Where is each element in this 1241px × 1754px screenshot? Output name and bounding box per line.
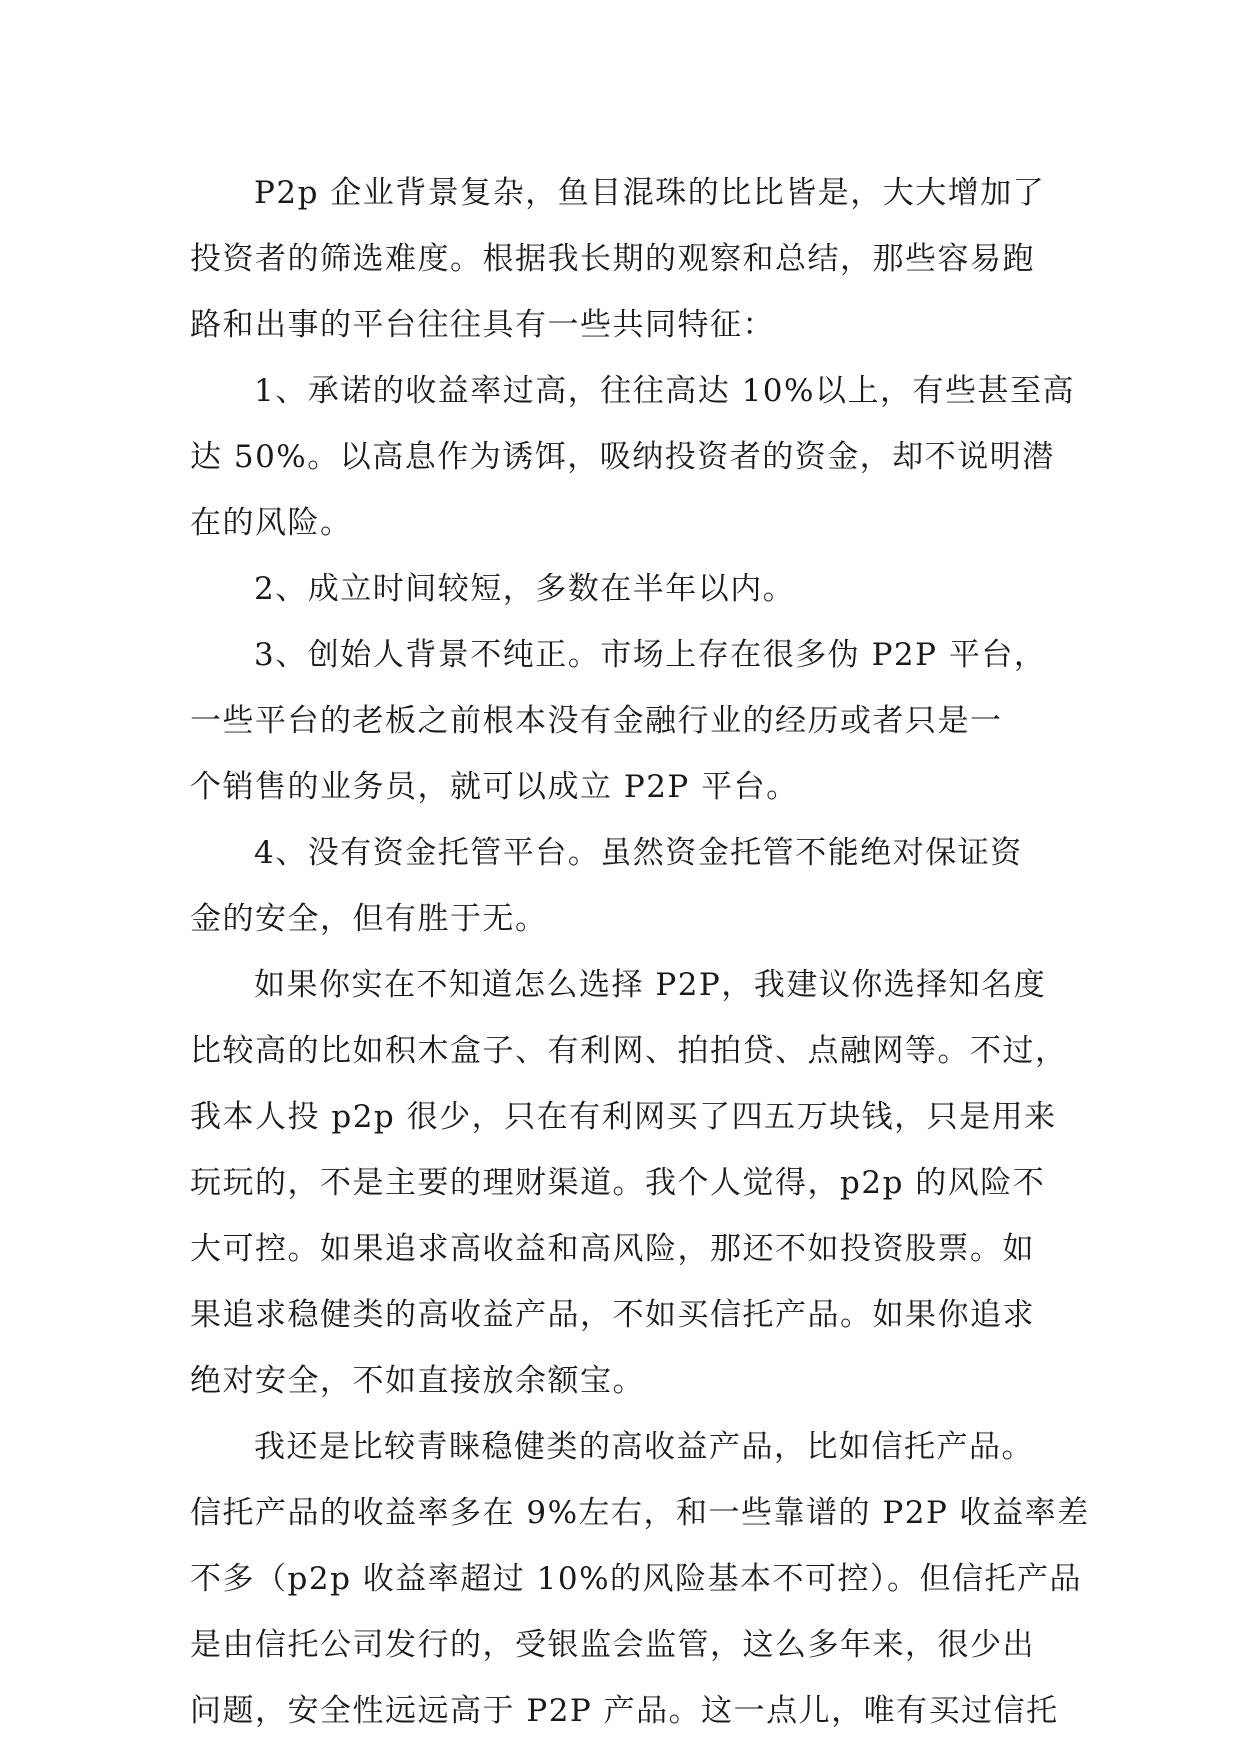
text-line: 大可控。如果追求高收益和高风险，那还不如投资股票。如 <box>190 1231 1035 1267</box>
text-line: 在的风险。 <box>190 505 353 541</box>
text-line: 玩玩的，不是主要的理财渠道。我个人觉得，p2p 的风险不 <box>190 1165 1046 1201</box>
document-body <box>190 160 1090 1744</box>
text-line: 信托产品的收益率多在 9%左右，和一些靠谱的 P2P 收益率差 <box>190 1495 1090 1531</box>
text-line: 果追求稳健类的高收益产品，不如买信托产品。如果你追求 <box>190 1297 1035 1333</box>
text-line: 不多（p2p 收益率超过 10%的风险基本不可控）。但信托产品 <box>190 1561 1083 1597</box>
text-line: 达 50%。以高息作为诱饵，吸纳投资者的资金，却不说明潜 <box>190 439 1055 475</box>
text-line: 投资者的筛选难度。根据我长期的观察和总结，那些容易跑 <box>190 241 1035 277</box>
text-line: 是由信托公司发行的，受银监会监管，这么多年来，很少出 <box>190 1627 1035 1663</box>
text-line: 如果你实在不知道怎么选择 P2P，我建议你选择知名度 <box>254 967 1047 1003</box>
text-line: 我本人投 p2p 很少，只在有利网买了四五万块钱，只是用来 <box>190 1099 1057 1135</box>
text-line: 3、创始人背景不纯正。市场上存在很多伪 P2P 平台， <box>254 637 1047 673</box>
text-line: 绝对安全，不如直接放余额宝。 <box>190 1363 645 1399</box>
text-line: 1、承诺的收益率过高，往往高达 10%以上，有些甚至高 <box>254 373 1075 409</box>
text-line: 比较高的比如积木盒子、有利网、拍拍贷、点融网等。不过， <box>190 1033 1068 1069</box>
text-line: 个销售的业务员，就可以成立 P2P 平台。 <box>190 769 799 805</box>
text-line: 4、没有资金托管平台。虽然资金托管不能绝对保证资 <box>254 835 1023 871</box>
text-line: 路和出事的平台往往具有一些共同特征： <box>190 307 775 343</box>
text-line: P2p 企业背景复杂，鱼目混珠的比比皆是，大大增加了 <box>254 175 1046 211</box>
text-line: 金的安全，但有胜于无。 <box>190 901 548 937</box>
text-line: 问题，安全性远远高于 P2P 产品。这一点儿，唯有买过信托 <box>190 1693 1059 1729</box>
text-line: 2、成立时间较短，多数在半年以内。 <box>254 571 796 607</box>
text-line: 我还是比较青睐稳健类的高收益产品，比如信托产品。 <box>254 1429 1034 1465</box>
text-line: 一些平台的老板之前根本没有金融行业的经历或者只是一 <box>190 703 1003 739</box>
